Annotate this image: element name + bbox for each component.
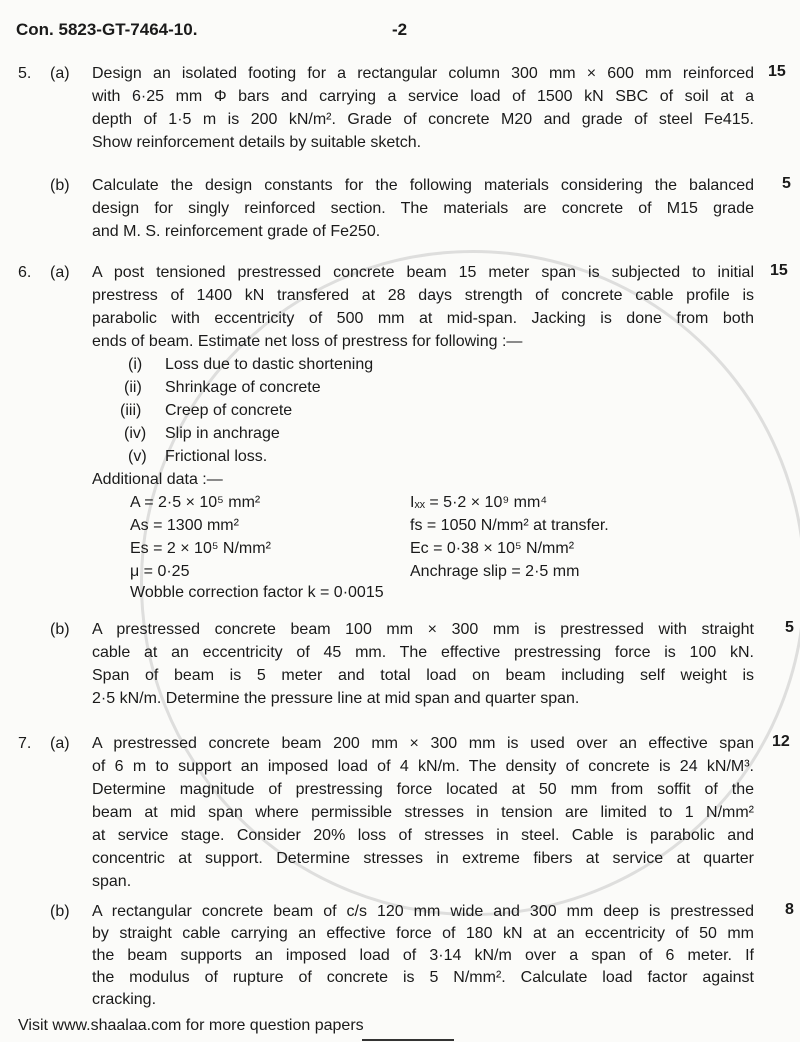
question-text-line: Design an isolated footing for a rectangular column 300 mm × 600 mm reinforced bbox=[92, 65, 754, 82]
marks: 12 bbox=[772, 733, 790, 750]
question-text-line: 2·5 kN/m. Determine the pressure line at mid span and quarter span. bbox=[92, 690, 580, 707]
list-item-number: (ii) bbox=[124, 379, 142, 396]
data-value: A = 2·5 × 10⁵ mm² bbox=[130, 494, 261, 511]
bottom-rule bbox=[362, 1039, 454, 1041]
additional-data-label: Additional data :— bbox=[92, 471, 223, 488]
marks: 5 bbox=[785, 619, 794, 636]
question-text-line: prestress of 1400 kN transfered at 28 days strength of concrete cable profile is bbox=[92, 287, 754, 304]
question-text-line: Calculate the design constants for the following materials considering the balanced bbox=[92, 177, 754, 194]
marks: 8 bbox=[785, 901, 794, 918]
question-text-line: span. bbox=[92, 873, 132, 890]
list-item-text: Shrinkage of concrete bbox=[165, 379, 321, 396]
data-value: Ec = 0·38 × 10⁵ N/mm² bbox=[410, 540, 575, 557]
list-item-text: Creep of concrete bbox=[165, 402, 293, 419]
question-text-line: and M. S. reinforcement grade of Fe250. bbox=[92, 223, 381, 240]
sub-question-label: (a) bbox=[50, 65, 70, 82]
question-number: 5. bbox=[18, 65, 32, 82]
question-text-line: design for singly reinforced section. The materials are concrete of M15 grade bbox=[92, 200, 754, 217]
marks: 15 bbox=[768, 63, 786, 80]
marks: 15 bbox=[770, 262, 788, 279]
question-text-line: of 6 m to support an imposed load of 4 kN/m. The density of concrete is 24 kN/M³. bbox=[92, 758, 754, 775]
question-text-line: Span of beam is 5 meter and total load on beam including self weight is bbox=[92, 667, 754, 684]
question-text-line: the beam supports an imposed load of 3·14 kN/m over a span of 6 meter. If bbox=[92, 947, 754, 964]
marks: 5 bbox=[782, 175, 791, 192]
question-text-line: ends of beam. Estimate net loss of prestress for following :— bbox=[92, 333, 523, 350]
question-text-line: cracking. bbox=[92, 991, 157, 1008]
sub-question-label: (a) bbox=[50, 735, 70, 752]
question-text-line: the modulus of rupture of concrete is 5 N/mm². Calculate load factor against bbox=[92, 969, 754, 986]
sub-question-label: (b) bbox=[50, 177, 70, 194]
data-value: Es = 2 × 10⁵ N/mm² bbox=[130, 540, 271, 557]
list-item-number: (iv) bbox=[124, 425, 147, 442]
question-text-line: by straight cable carrying an effective force of 180 kN at an eccentricity of 50 mm bbox=[92, 925, 754, 942]
list-item-number: (v) bbox=[128, 448, 147, 465]
sub-question-label: (b) bbox=[50, 621, 70, 638]
question-text-line: Show reinforcement details by suitable sketch. bbox=[92, 134, 422, 151]
question-text-line: A rectangular concrete beam of c/s 120 mm wide and 300 mm deep is prestressed bbox=[92, 903, 754, 920]
question-text-line: Determine magnitude of prestressing force located at 50 mm from soffit of the bbox=[92, 781, 754, 798]
data-value: Anchrage slip = 2·5 mm bbox=[410, 563, 580, 580]
data-value: Iₓₓ = 5·2 × 10⁹ mm⁴ bbox=[410, 494, 548, 511]
question-number: 7. bbox=[18, 735, 32, 752]
question-text-line: at service stage. Consider 20% loss of stresses in steel. Cable is parabolic and bbox=[92, 827, 754, 844]
data-value: Wobble correction factor k = 0·0015 bbox=[130, 584, 384, 601]
list-item-number: (i) bbox=[128, 356, 143, 373]
data-value: fs = 1050 N/mm² at transfer. bbox=[410, 517, 609, 534]
paper-code: Con. 5823-GT-7464-10. bbox=[16, 20, 198, 39]
sub-question-label: (a) bbox=[50, 264, 70, 281]
question-text-line: with 6·25 mm Φ bars and carrying a service load of 1500 kN SBC of soil at a bbox=[92, 88, 754, 105]
question-text-line: parabolic with eccentricity of 500 mm at mid-span. Jacking is done from both bbox=[92, 310, 754, 327]
question-number: 6. bbox=[18, 264, 32, 281]
data-value: μ = 0·25 bbox=[130, 563, 190, 580]
page-number: -2 bbox=[392, 20, 408, 39]
question-text-line: beam at mid span where permissible stresses in tension are limited to 1 N/mm² bbox=[92, 804, 754, 821]
question-text-line: A post tensioned prestressed concrete beam 15 meter span is subjected to initial bbox=[92, 264, 754, 281]
list-item-number: (iii) bbox=[120, 402, 142, 419]
question-text-line: A prestressed concrete beam 200 mm × 300 mm is used over an effective span bbox=[92, 735, 754, 752]
data-value: As = 1300 mm² bbox=[130, 517, 239, 534]
list-item-text: Loss due to dastic shortening bbox=[165, 356, 374, 373]
question-text-line: depth of 1·5 m is 200 kN/m². Grade of concrete M20 and grade of steel Fe415. bbox=[92, 111, 754, 128]
question-text-line: concentric at support. Determine stresses in extreme fibers at service at quarter bbox=[92, 850, 754, 867]
footer-link-text[interactable]: Visit www.shaalaa.com for more question papers bbox=[18, 1017, 364, 1034]
list-item-text: Slip in anchrage bbox=[165, 425, 280, 442]
question-text-line: cable at an eccentricity of 45 mm. The effective prestressing force is 100 kN. bbox=[92, 644, 754, 661]
list-item-text: Frictional loss. bbox=[165, 448, 268, 465]
sub-question-label: (b) bbox=[50, 903, 70, 920]
question-text-line: A prestressed concrete beam 100 mm × 300 mm is prestressed with straight bbox=[92, 621, 754, 638]
